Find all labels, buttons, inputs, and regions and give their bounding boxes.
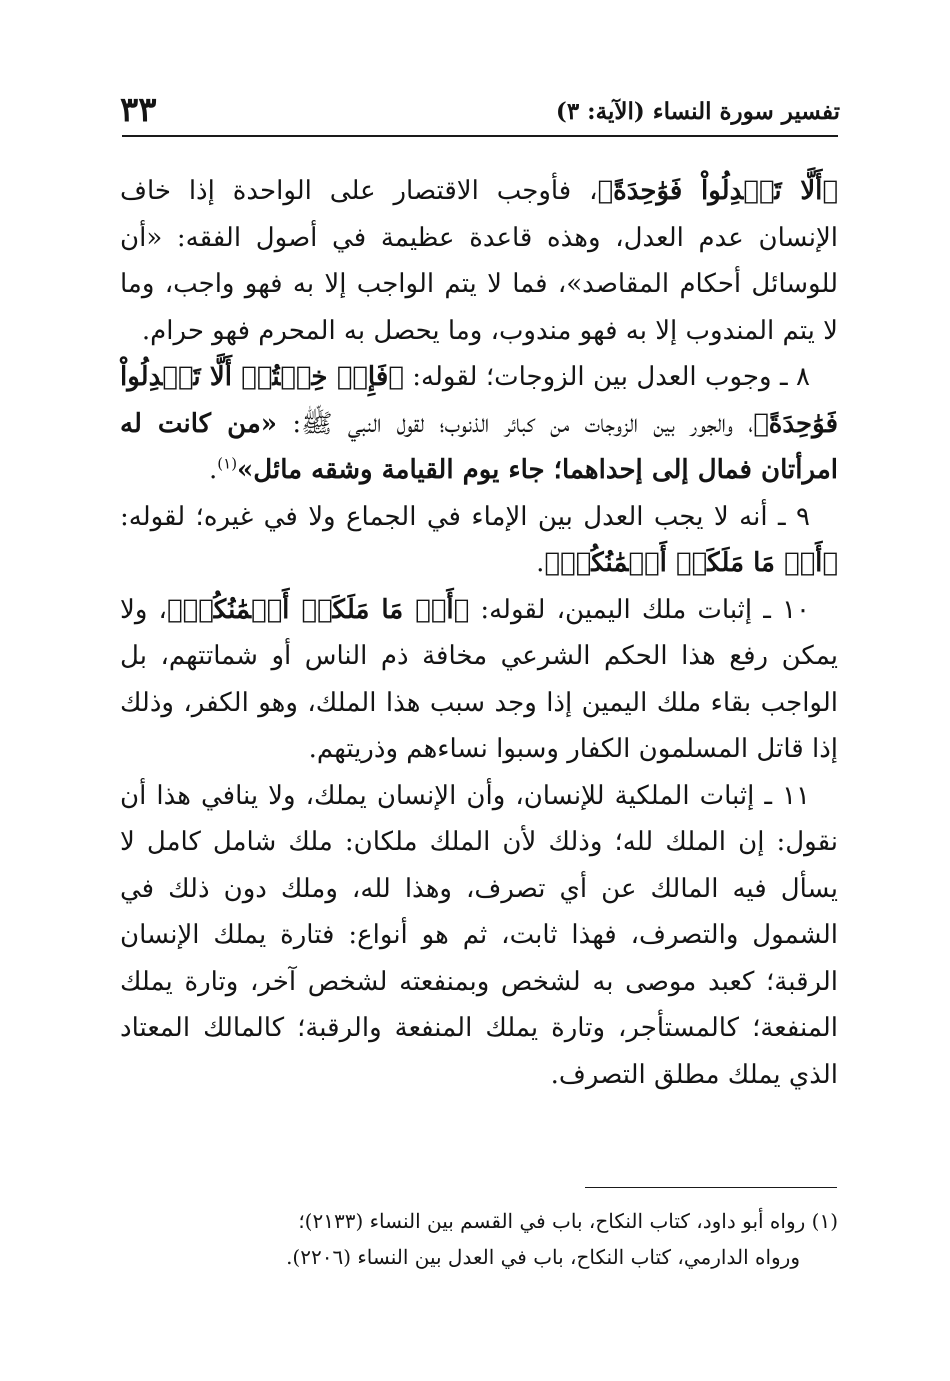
paragraph-end: . bbox=[536, 548, 545, 578]
paragraph-text: ، والجور بين الزوجات من كبائر الذنوب؛ لقول النبي ﷺ: bbox=[277, 408, 754, 439]
quran-quote: ﴿أَلَّا تَعۡدِلُواْ فَوَٰحِدَةً﴾ bbox=[597, 176, 838, 206]
main-text bbox=[120, 168, 838, 1098]
running-title: تفسير سورة النساء (الآية: ٣) bbox=[555, 98, 840, 125]
page-header bbox=[120, 90, 840, 136]
quran-quote: ﴿أَوۡ مَا مَلَكَتۡ أَيۡمَٰنُكُمۡ﴾ bbox=[166, 594, 470, 625]
hadith-quote: «من كانت له امرأتان فمال إلى إحداهما؛ جاء يوم القيامة وشقه مائل» bbox=[120, 408, 838, 485]
paragraph-end: . bbox=[209, 455, 218, 485]
paragraph-lead: ١٠ ـ إثبات ملك اليمين، لقوله: bbox=[469, 594, 810, 625]
footnotes bbox=[120, 1203, 838, 1275]
paragraph-lead: ٨ ـ وجوب العدل بين الزوجات؛ لقوله: bbox=[403, 362, 811, 392]
paragraph-item-8 bbox=[120, 354, 838, 494]
paragraph-item-9 bbox=[120, 494, 838, 587]
paragraph-continuation bbox=[120, 168, 838, 354]
page-number: ٣٣ bbox=[120, 90, 157, 130]
paragraph-text: ، ولا يمكن رفع هذا الحكم الشرعي مخافة ذم الناس أو شماتتهم، بل الواجب بقاء ملك اليمين إذا وجد سبب هذا الملك، وهو الكفر، وذلك إذا قاتل المسلمون الكفار وسبوا نساءهم وذريتهم. bbox=[120, 594, 838, 764]
footnote-ref[interactable]: (١) bbox=[217, 454, 238, 473]
footnote-1: (١) رواه أبو داود، كتاب النكاح، باب في القسم بين النساء (٢١٣٣)؛ bbox=[298, 1209, 838, 1233]
quran-quote: ﴿فَإِنۡ خِفۡتُمۡ أَلَّا تَعۡدِلُواْ فَوَٰحِدَةً﴾ bbox=[120, 362, 838, 439]
header-divider bbox=[122, 135, 838, 137]
paragraph-lead: ٩ ـ أنه لا يجب العدل بين الإماء في الجماع ولا في غيره؛ لقوله: bbox=[120, 501, 810, 532]
footnote-1-continuation: ورواه الدارمي، كتاب النكاح، باب في العدل بين النساء (٢٢٠٦). bbox=[286, 1245, 800, 1269]
paragraph-text: ، فأوجب الاقتصار على الواحدة إذا خاف الإنسان عدم العدل، وهذه قاعدة عظيمة في أصول الفقه: «أن للوسائل أحكام المقاصد»، فما لا يتم الواجب إلا به فهو واجب، وما لا يتم المندوب إلا به فهو مندوب، وما يحصل به المحرم فهو حرام. bbox=[120, 176, 838, 346]
paragraph-item-11: ١١ ـ إثبات الملكية للإنسان، وأن الإنسان يملك، ولا ينافي هذا أن نقول: إن الملك لله؛ وذلك لأن الملك ملكان: ملك شامل كامل لا يسأل فيه المالك عن أي تصرف، وهذا لله، وملك دون ذلك في الشمول والتصرف، فهذا ثابت، ثم هو أنواع: فتارة يملك الإنسان الرقبة؛ كعبد موصى به لشخص وبمنفعته لشخص آخر، وتارة يملك المنفعة؛ كالمستأجر، وتارة يملك المنفعة والرقبة؛ كالمالك المعتاد الذي يملك مطلق التصرف. bbox=[120, 780, 838, 1090]
quran-quote: ﴿أَوۡ مَا مَلَكَتۡ أَيۡمَٰنُكُمۡ﴾ bbox=[544, 548, 838, 578]
paragraph-item-10 bbox=[120, 587, 838, 773]
footnote-divider bbox=[585, 1187, 837, 1188]
